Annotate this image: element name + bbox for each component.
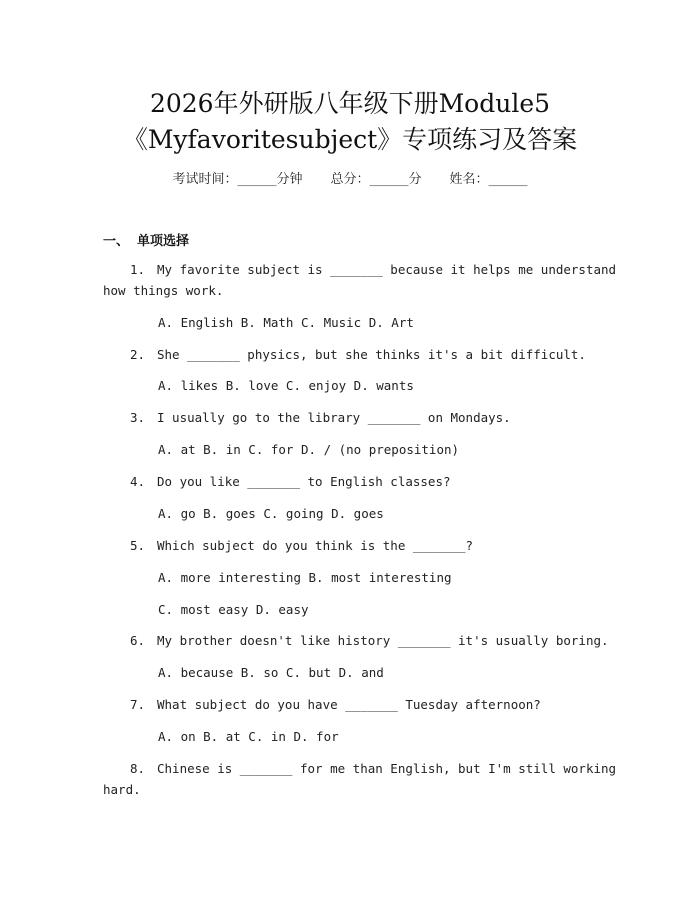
question-3 bbox=[130, 410, 511, 425]
question-8 bbox=[130, 761, 616, 776]
question-text: Which subject do you think is the _______? bbox=[157, 538, 474, 553]
question-5 bbox=[130, 538, 473, 553]
question-1 bbox=[130, 262, 616, 277]
question-1-options: A. English B. Math C. Music D. Art bbox=[158, 315, 414, 330]
question-text: Chinese is _______ for me than English, but I'm still working bbox=[157, 761, 617, 776]
section-heading bbox=[103, 230, 189, 249]
question-2 bbox=[130, 347, 586, 362]
exam-meta bbox=[0, 168, 700, 187]
question-number: 7. bbox=[130, 697, 146, 712]
question-8-continuation: hard. bbox=[103, 782, 141, 797]
question-2-options: A. likes B. love C. enjoy D. wants bbox=[158, 378, 414, 393]
question-number: 5. bbox=[130, 538, 146, 553]
question-5-options-line-1: A. more interesting B. most interesting bbox=[158, 570, 452, 585]
question-number: 2. bbox=[130, 347, 146, 362]
question-5-options-line-2: C. most easy D. easy bbox=[158, 602, 309, 617]
question-6-options: A. because B. so C. but D. and bbox=[158, 665, 384, 680]
exam-time: 考试时间：______分钟 bbox=[172, 172, 303, 187]
document-title-line-2: 《Myfavoritesubject》专项练习及答案 bbox=[122, 125, 578, 154]
question-7-options: A. on B. at C. in D. for bbox=[158, 729, 339, 744]
question-number: 4. bbox=[130, 474, 146, 489]
question-text: She _______ physics, but she thinks it's a bit difficult. bbox=[157, 347, 586, 362]
question-number: 6. bbox=[130, 633, 146, 648]
question-4 bbox=[130, 474, 451, 489]
question-6 bbox=[130, 633, 609, 648]
question-7 bbox=[130, 697, 541, 712]
question-text: What subject do you have _______ Tuesday afternoon? bbox=[157, 697, 541, 712]
question-4-options: A. go B. goes C. going D. goes bbox=[158, 506, 384, 521]
question-text: My brother doesn't like history _______ it's usually boring. bbox=[157, 633, 609, 648]
question-number: 1. bbox=[130, 262, 146, 277]
question-1-continuation: how things work. bbox=[103, 283, 224, 298]
question-number: 3. bbox=[130, 410, 146, 425]
question-number: 8. bbox=[130, 761, 146, 776]
question-text: Do you like _______ to English classes? bbox=[157, 474, 451, 489]
question-text: I usually go to the library _______ on Mondays. bbox=[157, 410, 511, 425]
section-title: 单项选择 bbox=[137, 234, 190, 249]
question-3-options: A. at B. in C. for D. / (no preposition) bbox=[158, 442, 460, 457]
section-number: 一、 bbox=[103, 234, 130, 249]
exam-score: 总分：______分 bbox=[330, 172, 422, 187]
student-name: 姓名：______ bbox=[449, 172, 528, 187]
question-text: My favorite subject is _______ because it helps me understand bbox=[157, 262, 617, 277]
document-title-line-1: 2026年外研版八年级下册Module5 bbox=[149, 89, 551, 118]
